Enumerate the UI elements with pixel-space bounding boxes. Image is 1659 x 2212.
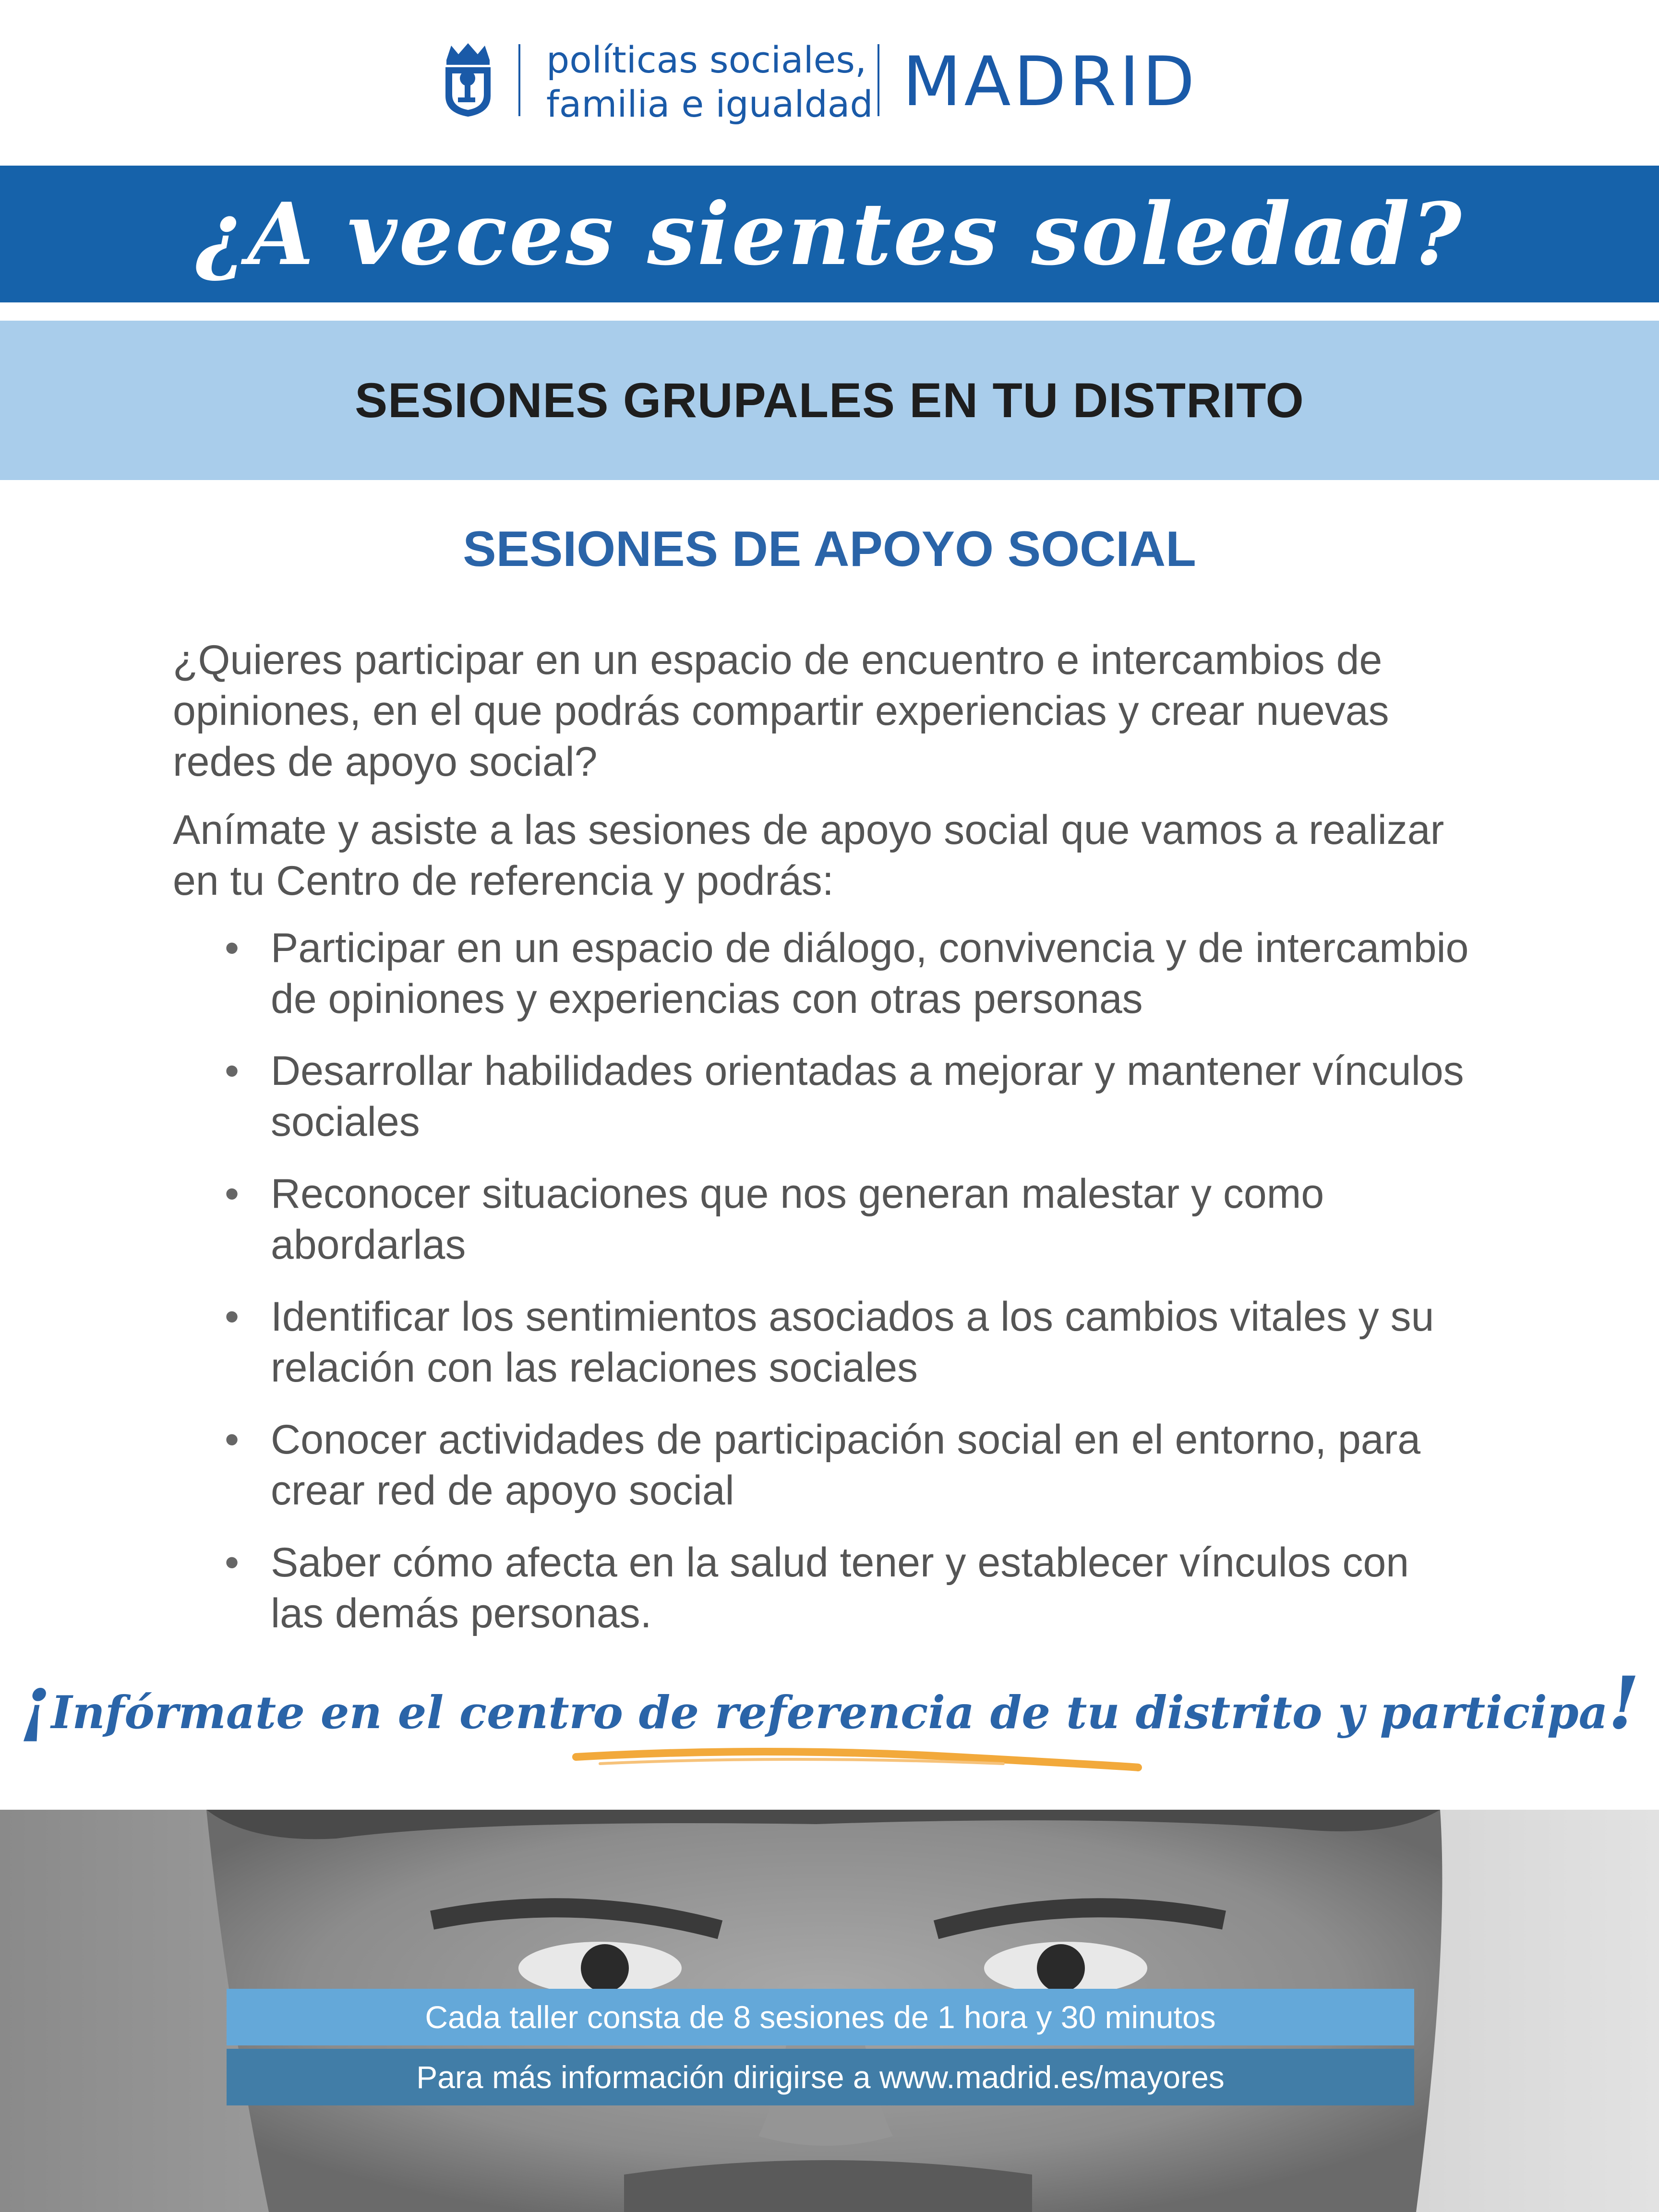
header-divider [878, 44, 879, 116]
more-info-link: Para más información dirigirse a www.madrid.es/mayores [416, 2059, 1225, 2095]
department-name-line1: políticas sociales, [546, 38, 867, 81]
list-item: • Participar en un espacio de diálogo, convivencia y de intercambio de opiniones y experiencias con otras personas [225, 923, 1473, 1024]
sessions-info: Cada taller consta de 8 sesiones de 1 hora y 30 minutos [425, 1999, 1216, 2035]
list-item: • Desarrollar habilidades orientadas a mejorar y mantener vínculos sociales [225, 1046, 1473, 1147]
cta-open-mark: ¡ [19, 1661, 51, 1745]
list-item: • Saber cómo afecta en la salud tener y establecer vínculos con las demás personas. [225, 1537, 1473, 1639]
intro-paragraph: Anímate y asiste a las sesiones de apoyo social que vamos a realizar en tu Centro de referencia y podrás: [173, 807, 1444, 904]
subtitle: SESIONES GRUPALES EN TU DISTRITO [355, 373, 1304, 428]
call-to-action [0, 1661, 1659, 1745]
department-name-line2: familia e igualdad [546, 83, 873, 125]
madrid-crest-icon [442, 41, 494, 118]
cta-text: Infórmate en el centro de referencia de tu distrito y participa [51, 1686, 1608, 1739]
section-title: SESIONES DE APOYO SOCIAL [463, 521, 1196, 577]
list-item: • Reconocer situaciones que nos generan malestar y como abordarlas [225, 1168, 1473, 1270]
city-logo-text: MADRID [902, 42, 1198, 121]
header-divider [518, 44, 520, 116]
benefits-list [225, 923, 1473, 1660]
list-item: • Identificar los sentimientos asociados a los cambios vitales y su relación con las relaciones sociales [225, 1291, 1473, 1393]
intro-paragraph: ¿Quieres participar en un espacio de encuentro e intercambios de opiniones, en el que podrás compartir experiencias y crear nuevas redes de apoyo social? [173, 637, 1389, 785]
brush-underline-icon [571, 1743, 1147, 1776]
list-item: • Conocer actividades de participación social en el entorno, para crear red de apoyo social [225, 1414, 1473, 1516]
cta-close-mark: ! [1608, 1661, 1640, 1745]
headline: ¿A veces sientes soledad? [195, 184, 1464, 284]
